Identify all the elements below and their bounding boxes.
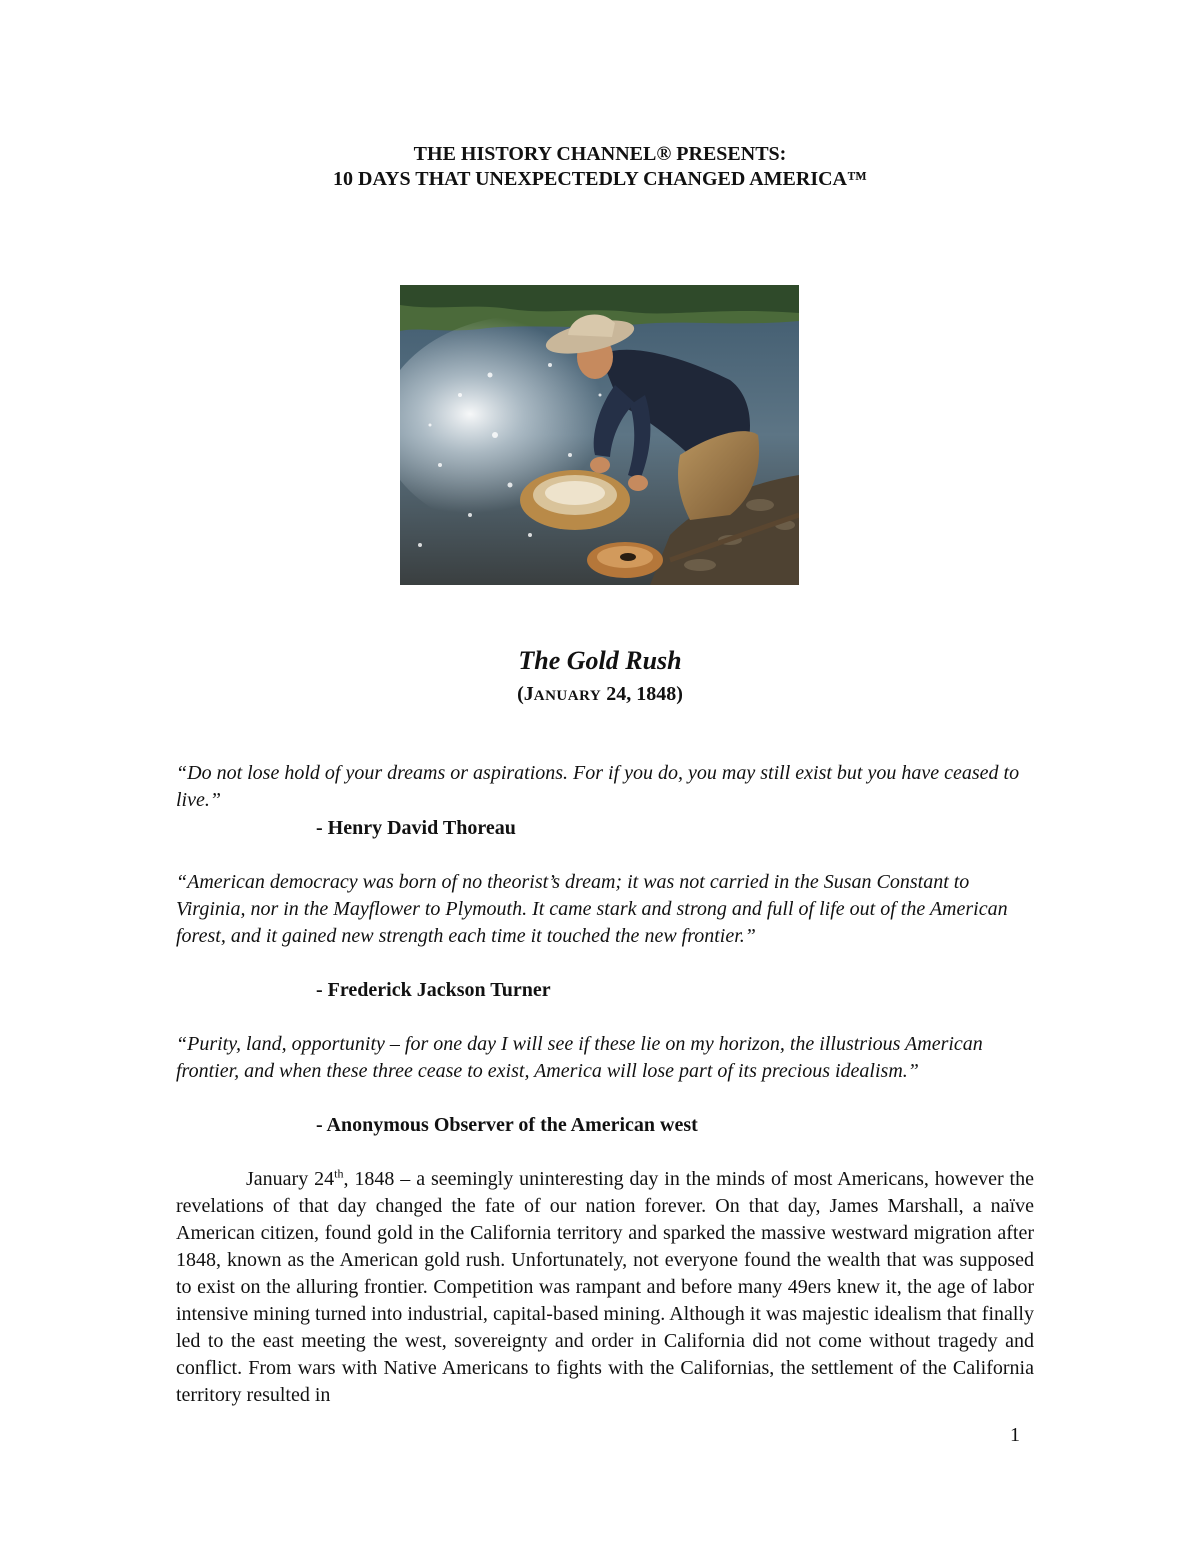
document-title: The Gold Rush	[518, 646, 682, 675]
quote-text: “Do not lose hold of your dreams or aspirations. For if you do, you may still exist but you have ceased to live.”	[176, 762, 1020, 811]
document-header	[0, 142, 1200, 192]
date-month-rest: ANUARY	[533, 688, 602, 704]
date-rest: 24, 1848)	[601, 683, 683, 705]
body-text: , 1848 – a seemingly uninteresting day in the minds of most Americans, however the revelations of that day changed the fate of our nation forever. On that day, James Marshall, a naïve American citizen, found gold in the California territory and sparked the massive westward migration after 1848, known as the American gold rush. Unfortunately, not everyone found the wealth that was supposed to exist on the alluring frontier. Competition was rampant and before many 49ers knew it, the age of labor intensive mining turned into industrial, capital-based mining. Although it was majestic idealism that finally led to the east meeting the west, sovereignty and order in California did not come without tragedy and conflict. From wars with Native Americans to fights with the Californias, the settlement of the California territory resulted in	[176, 1168, 1034, 1406]
quote-text: “Purity, land, opportunity – for one day I will see if these lie on my horizon, the illustrious American frontier, and when these three cease to exist, America will lose part of its precious idealism.”	[176, 1033, 983, 1082]
header-line-2: 10 DAYS THAT UNEXPECTEDLY CHANGED AMERICA™	[333, 168, 867, 190]
quote-author: - Henry David Thoreau	[316, 817, 516, 839]
gold-panning-photo	[400, 285, 799, 585]
event-date	[0, 681, 1200, 709]
body-superscript: th	[334, 1166, 344, 1181]
body-lead: January 24	[246, 1168, 335, 1190]
header-line-1: THE HISTORY CHANNEL® PRESENTS:	[413, 143, 787, 165]
quote-text: “American democracy was born of no theorist’s dream; it was not carried in the Susan Constant to Virginia, nor in the Mayflower to Plymouth. It came stark and strong and full of life out of the American forest, and it gained new strength each time it touched the new frontier.”	[176, 871, 1008, 947]
quote-author: - Anonymous Observer of the American west	[316, 1114, 698, 1136]
page-number: 1	[1010, 1424, 1020, 1446]
body-paragraph	[176, 1166, 1034, 1409]
date-open: (J	[517, 683, 534, 705]
quote-author: - Frederick Jackson Turner	[316, 979, 551, 1001]
